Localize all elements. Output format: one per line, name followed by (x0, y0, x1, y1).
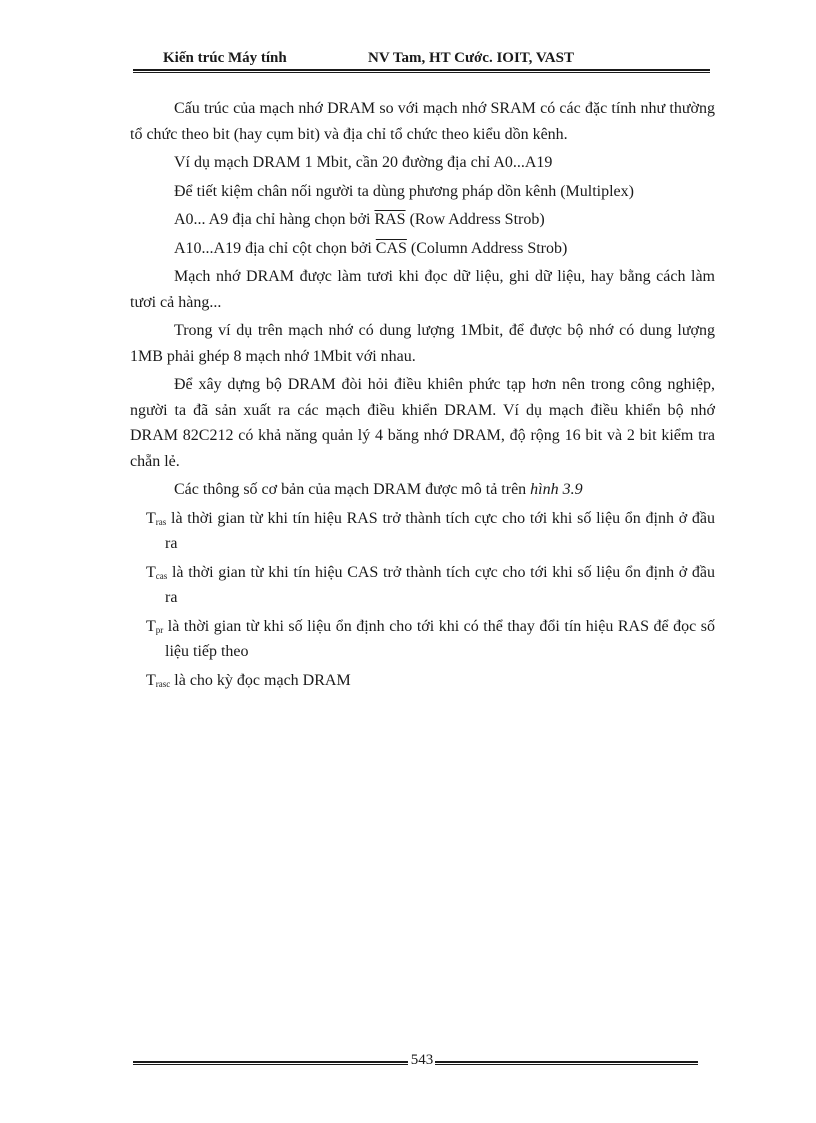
definition-subscript: pr (155, 624, 164, 635)
definition-text: là thời gian từ khi tín hiệu CAS trở thành tích cực cho tới khi số liệu ổn định ở đầu ra (165, 563, 715, 606)
paragraph-row-address (130, 207, 715, 233)
definition-tras (130, 506, 715, 557)
definition-subscript: cas (155, 570, 168, 581)
paragraph-refresh: Mạch nhớ DRAM được làm tươi khi đọc dữ liệu, ghi dữ liệu, hay bằng cách làm tươi cả hàng... (130, 268, 715, 311)
definition-subscript: ras (155, 516, 167, 527)
column-address-strob: (Column Address Strob) (406, 239, 568, 257)
timing-definitions (130, 506, 715, 694)
definition-symbol: T (146, 617, 156, 635)
header-book-title: Kiến trúc Máy tính (163, 50, 287, 66)
page-footer (133, 1052, 698, 1072)
definition-tcas (130, 560, 715, 611)
paragraph-controller: Để xây dựng bộ DRAM đòi hỏi điều khiên phức tạp hơn nên trong công nghiệp, người ta đã sản xuất ra các mạch điều khiển DRAM. Ví dụ mạch điều khiển bộ nhớ DRAM 82C212 có khả năng quản lý 4 băng nhớ DRAM, độ rộng 16 bit và 2 bit kiểm tra chẵn lẻ. (130, 376, 715, 470)
footer-rule-left (133, 1061, 408, 1065)
definition-text: là cho kỳ đọc mạch DRAM (170, 671, 351, 689)
header-authors: NV Tam, HT Cước. IOIT, VAST (368, 50, 574, 66)
column-address-text: A10...A19 địa chỉ cột chọn bởi (174, 239, 376, 257)
page-number: 543 (410, 1052, 434, 1068)
definition-trasc (130, 668, 715, 694)
paragraph-column-address (130, 236, 715, 262)
definition-symbol: T (146, 509, 156, 527)
definition-symbol: T (146, 563, 156, 581)
definition-subscript: rasc (155, 678, 171, 689)
definition-symbol: T (146, 671, 156, 689)
figure-reference: hình 3.9 (530, 481, 583, 498)
paragraph-dram-example: Ví dụ mạch DRAM 1 Mbit, cần 20 đường địa chỉ A0...A19 (174, 154, 553, 171)
paragraph-multiplex: Để tiết kiệm chân nối người ta dùng phương pháp dồn kênh (Multiplex) (174, 182, 634, 200)
footer-rule-right (435, 1061, 698, 1065)
parameters-text: Các thông số cơ bản của mạch DRAM được mô tả trên (174, 481, 531, 498)
ras-signal: $\overline{RAS}$ (374, 211, 406, 228)
definition-text: là thời gian từ khi tín hiệu RAS trở thành tích cực cho tới khi số liệu ổn định ở đầu ra (165, 509, 715, 552)
paragraph-dram-structure: Cấu trúc của mạch nhớ DRAM so với mạch nhớ SRAM có các đặc tính như thường tổ chức theo bit (hay cụm bit) và địa chỉ tổ chức theo kiểu dồn kênh. (130, 100, 715, 143)
definition-text: là thời gian từ khi số liệu ổn định cho tới khi có thể thay đổi tín hiệu RAS để đọc số liệu tiếp theo (163, 617, 715, 660)
row-address-strob: (Row Address Strob) (405, 211, 545, 228)
definition-tpr (130, 614, 715, 665)
row-address-text: A0... A9 địa chỉ hàng chọn bởi (174, 211, 375, 228)
paragraph-capacity: Trong ví dụ trên mạch nhớ có dung lượng 1Mbit, để được bộ nhớ có dung lượng 1MB phải ghép 8 mạch nhớ 1Mbit với nhau. (130, 322, 715, 365)
paragraph-parameters (130, 477, 715, 503)
header-rule (133, 69, 710, 73)
cas-signal: $\overline{CAS}$ (375, 239, 407, 257)
body-text (130, 96, 715, 696)
